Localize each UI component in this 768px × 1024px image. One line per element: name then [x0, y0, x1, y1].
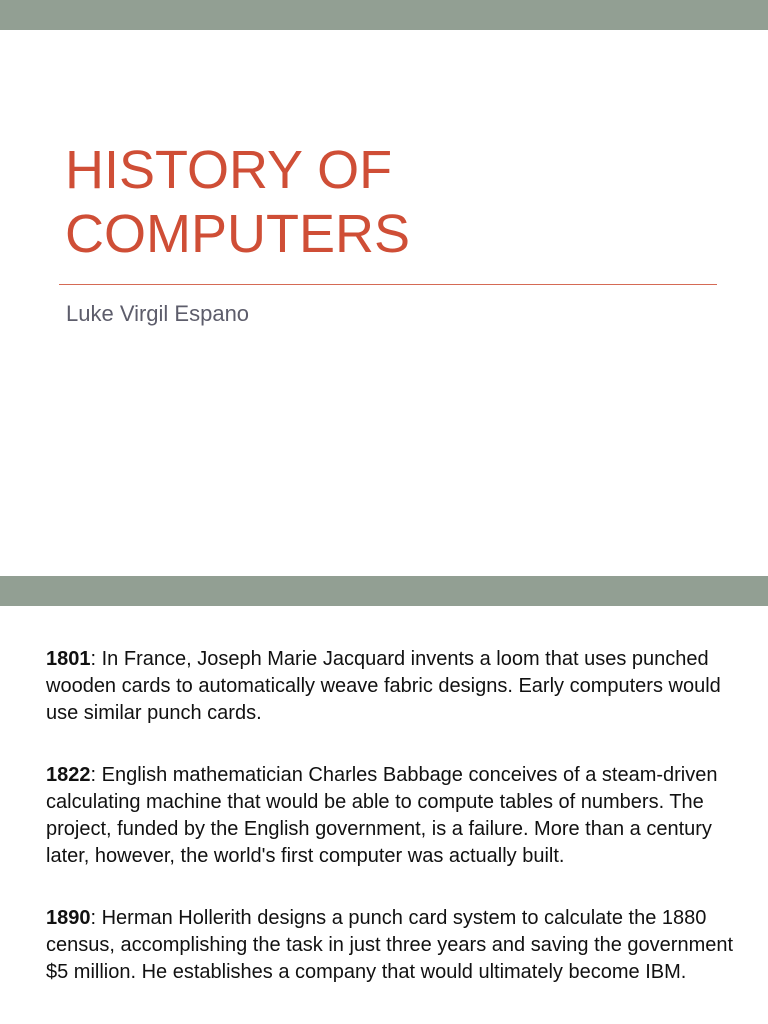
- entry-text: : English mathematician Charles Babbage conceives of a steam-driven calculating machine that would be able to compute tables of numbers. The project, funded by the English government, is a failure. More than a century later, however, the world's first computer was actually built.: [46, 764, 718, 867]
- entry-text: : Herman Hollerith designs a punch card system to calculate the 1880 census, accomplishing the task in just three years and saving the government $5 million. He establishes a company that would ultimately become IBM.: [46, 907, 734, 983]
- entry-year: 1801: [46, 648, 91, 670]
- timeline-entry: [46, 646, 736, 727]
- entry-text: : In France, Joseph Marie Jacquard invents a loom that uses punched wooden cards to automatically weave fabric designs. Early computers would use similar punch cards.: [46, 648, 721, 724]
- timeline-entry: [46, 762, 736, 870]
- entry-year: 1822: [46, 764, 91, 786]
- slide-subtitle: Luke Virgil Espano: [66, 301, 250, 326]
- timeline-slide: [0, 576, 768, 1024]
- title-line-1: HISTORY OF: [65, 140, 393, 200]
- top-accent-bar: [0, 0, 768, 30]
- title-divider: [59, 284, 717, 285]
- title-line-2: COMPUTERS: [65, 204, 411, 264]
- timeline-content: [46, 646, 736, 1021]
- entry-year: 1890: [46, 907, 91, 929]
- slide-title: [65, 138, 715, 266]
- top-accent-bar: [0, 576, 768, 606]
- timeline-entry: [46, 905, 736, 986]
